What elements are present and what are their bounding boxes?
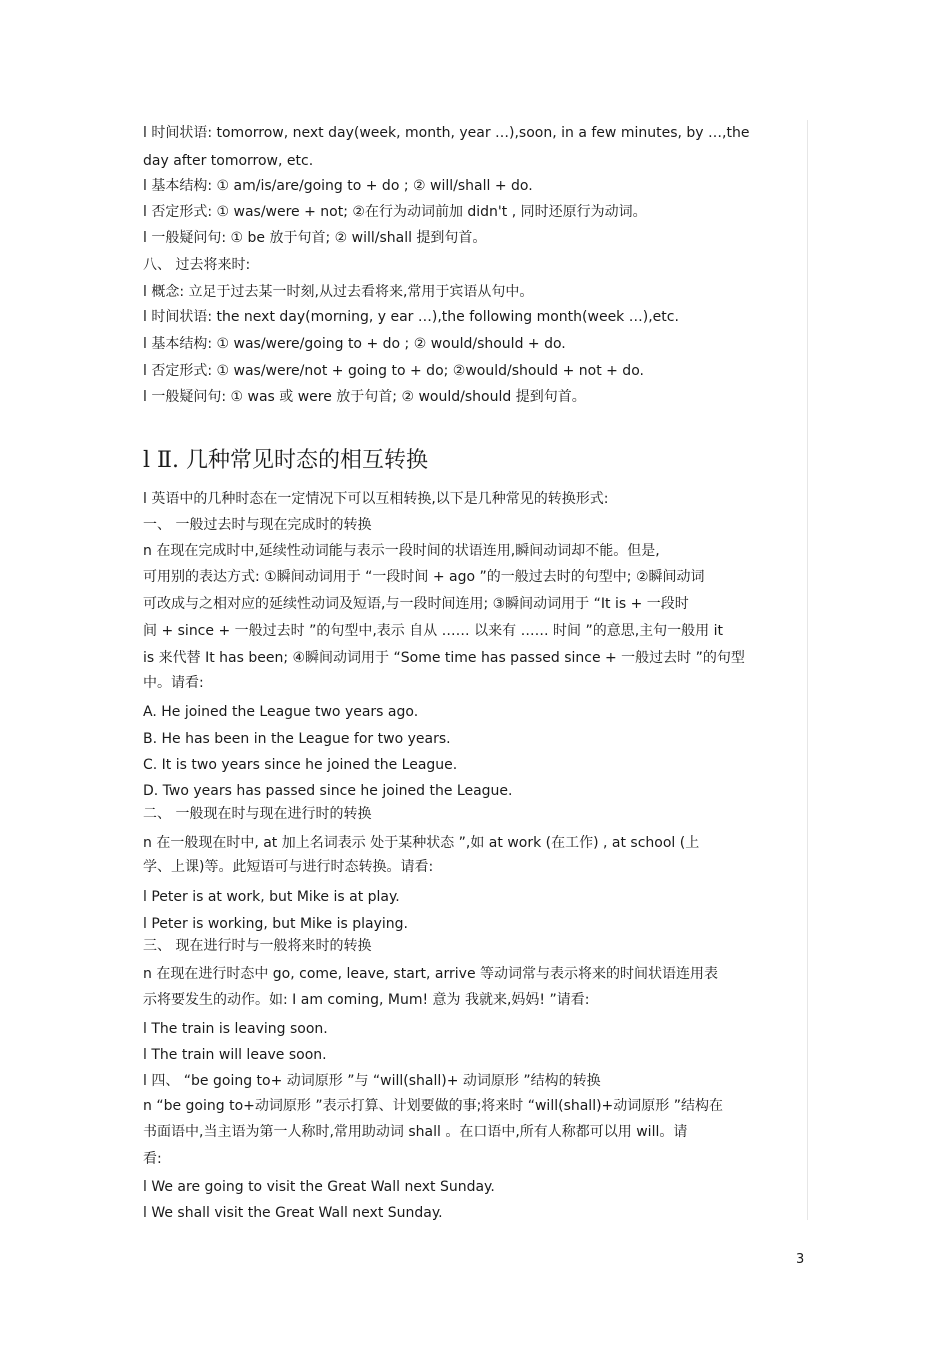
example-sentence: l We are going to visit the Great Wall next Sunday. xyxy=(143,1179,495,1195)
text-line: l 否定形式: ① was/were + not; ②在行为动词前加 didn't , 同时还原行为动词。 xyxy=(143,204,647,220)
text-line: l 时间状语: the next day(morning, y ear …),the following month(week …),etc. xyxy=(143,309,679,325)
text-line: n “be going to+动词原形 ”表示打算、计划要做的事;将来时 “will(shall)+动词原形 ”结构在 xyxy=(143,1098,723,1114)
text-line: is 来代替 It has been; ④瞬间动词用于 “Some time has passed since + 一般过去时 ”的句型 xyxy=(143,650,745,666)
text-line: l 基本结构: ① am/is/are/going to + do ; ② will/shall + do. xyxy=(143,178,533,194)
example-sentence: l We shall visit the Great Wall next Sunday. xyxy=(143,1205,443,1221)
text-line: n 在一般现在时中, at 加上名词表示 处于某种状态 ”,如 at work (在工作) , at school (上 xyxy=(143,835,700,851)
text-line: day after tomorrow, etc. xyxy=(143,153,314,169)
text-line: 可用别的表达方式: ①瞬间动词用于 “一段时间 + ago ”的一般过去时的句型中; ②瞬间动词 xyxy=(143,569,705,585)
example-sentence: C. It is two years since he joined the League. xyxy=(143,757,458,773)
text-line: 中。请看: xyxy=(143,675,204,691)
text-line: l 一般疑问句: ① be 放于句首; ② will/shall 提到句首。 xyxy=(143,230,487,246)
text-line: l 时间状语: tomorrow, next day(week, month, year …),soon, in a few minutes, by …,the xyxy=(143,125,750,141)
text-line: l 一般疑问句: ① was 或 were 放于句首; ② would/should 提到句首。 xyxy=(143,389,586,405)
text-line: l 否定形式: ① was/were/not + going to + do; ②would/should + not + do. xyxy=(143,363,644,379)
chapter-heading: l Ⅱ. 几种常见时态的相互转换 xyxy=(143,448,428,473)
text-line: 学、上课)等。此短语可与进行时态转换。请看: xyxy=(143,859,434,875)
section-heading: l 四、 “be going to+ 动词原形 ”与 “will(shall)+ 动词原形 ”结构的转换 xyxy=(143,1073,601,1089)
example-sentence: l The train is leaving soon. xyxy=(143,1021,328,1037)
text-line: l 英语中的几种时态在一定情况下可以互相转换,以下是几种常见的转换形式: xyxy=(143,491,609,507)
section-heading: 二、 一般现在时与现在进行时的转换 xyxy=(143,806,372,822)
text-line: 看: xyxy=(143,1151,162,1167)
section-heading: 八、 过去将来时: xyxy=(143,257,251,273)
text-line: 示将要发生的动作。如: I am coming, Mum! 意为 我就来,妈妈! ”请看: xyxy=(143,992,590,1008)
example-sentence: l Peter is at work, but Mike is at play. xyxy=(143,889,400,905)
text-line: 间 + since + 一般过去时 ”的句型中,表示 自从 …… 以来有 …… 时间 ”的意思,主句一般用 it xyxy=(143,623,724,639)
text-line: l 基本结构: ① was/were/going to + do ; ② would/should + do. xyxy=(143,336,566,352)
example-sentence: A. He joined the League two years ago. xyxy=(143,704,419,720)
text-line: 书面语中,当主语为第一人称时,常用助动词 shall 。在口语中,所有人称都可以用 will。请 xyxy=(143,1124,688,1140)
example-sentence: D. Two years has passed since he joined the League. xyxy=(143,783,513,799)
text-line: n 在现在完成时中,延续性动词能与表示一段时间的状语连用,瞬间动词却不能。但是, xyxy=(143,543,660,559)
example-sentence: B. He has been in the League for two years. xyxy=(143,731,451,747)
text-line: 可改成与之相对应的延续性动词及短语,与一段时间连用; ③瞬间动词用于 “It is + 一段时 xyxy=(143,596,689,612)
example-sentence: l The train will leave soon. xyxy=(143,1047,327,1063)
text-line: n 在现在进行时态中 go, come, leave, start, arrive 等动词常与表示将来的时间状语连用表 xyxy=(143,966,719,982)
text-line: l 概念: 立足于过去某一时刻,从过去看将来,常用于宾语从句中。 xyxy=(143,284,534,300)
section-heading: 一、 一般过去时与现在完成时的转换 xyxy=(143,517,372,533)
example-sentence: l Peter is working, but Mike is playing. xyxy=(143,916,408,932)
page-number: 3 xyxy=(796,1252,805,1267)
section-heading: 三、 现在进行时与一般将来时的转换 xyxy=(143,938,372,954)
